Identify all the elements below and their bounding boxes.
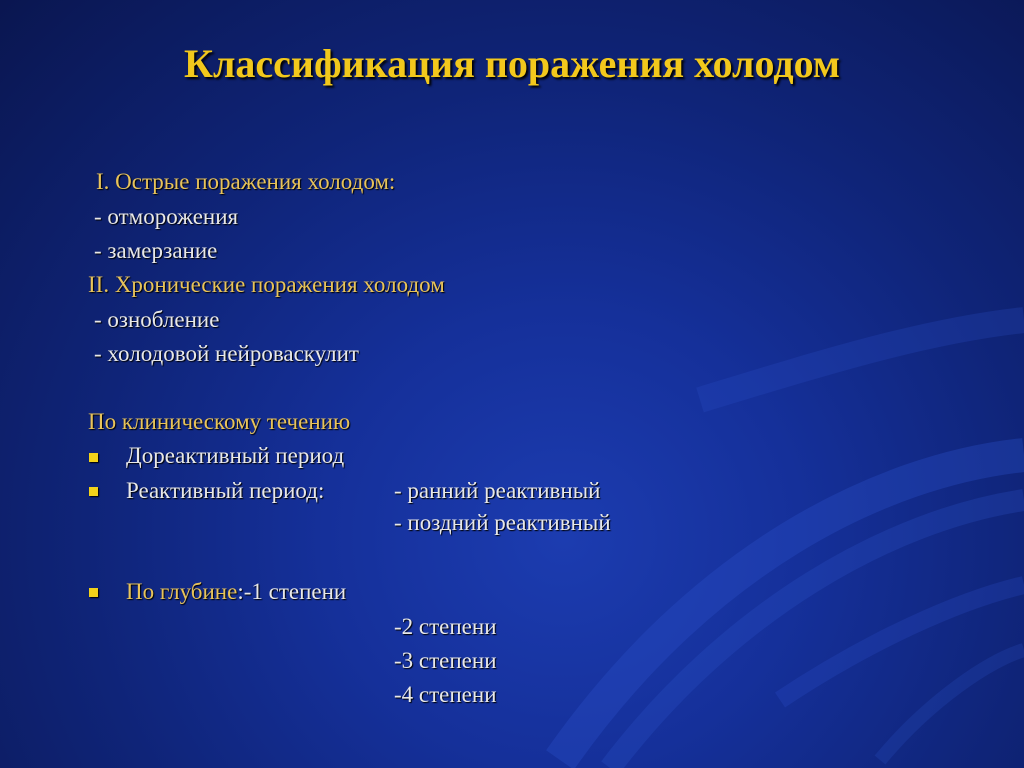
acute-item-freezing: - замерзание xyxy=(94,238,218,263)
clinical-item-reactive: Реактивный период: xyxy=(126,478,325,503)
chronic-item-chilblain: - ознобление xyxy=(94,307,220,332)
clinical-item-reactive-early: - ранний реактивный xyxy=(394,478,601,503)
clinical-item-prereactive: Дореактивный период xyxy=(126,443,345,468)
clinical-item-reactive-late: - поздний реактивный xyxy=(394,510,611,535)
depth-degree-3: -3 степени xyxy=(394,648,497,673)
depth-degree-4: -4 степени xyxy=(394,682,497,707)
square-bullet-icon xyxy=(89,588,98,597)
acute-header: I. Острые поражения холодом: xyxy=(96,169,396,194)
acute-item-frostbite: - отморожения xyxy=(94,204,239,229)
clinical-header: По клиническому течению xyxy=(88,409,351,434)
chronic-item-neurovasculitis: - холодовой нейроваскулит xyxy=(94,341,359,366)
depth-degree-1: :-1 степени xyxy=(237,579,347,604)
depth-row xyxy=(126,578,346,606)
depth-degree-2: -2 степени xyxy=(394,614,497,639)
depth-label: По глубине xyxy=(126,579,238,604)
chronic-header: II. Хронические поражения холодом xyxy=(88,272,445,297)
square-bullet-icon xyxy=(89,453,98,462)
square-bullet-icon xyxy=(89,487,98,496)
page-title: Классификация поражения холодом xyxy=(183,41,841,86)
